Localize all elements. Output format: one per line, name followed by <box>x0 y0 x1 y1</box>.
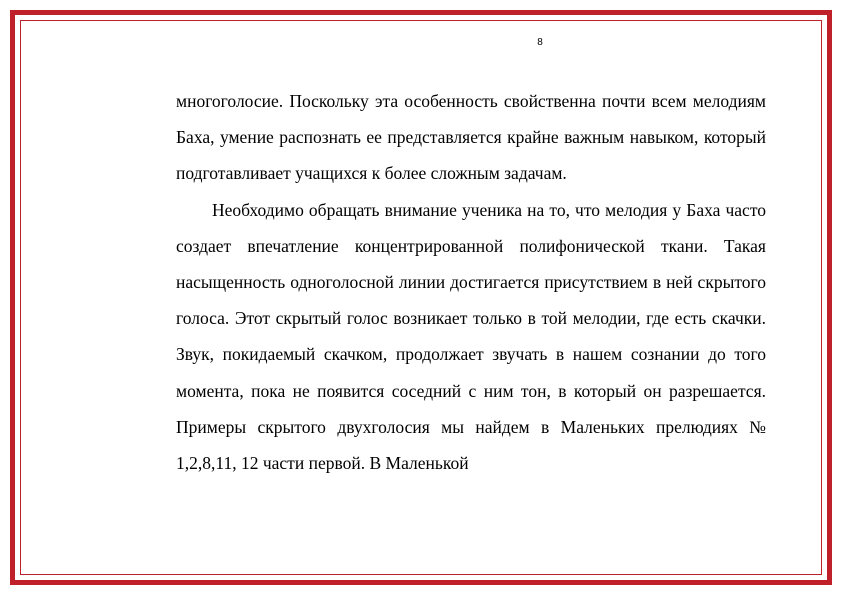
paragraph-2: Необходимо обращать внимание ученика на то, что мелодия у Баха часто создает впечатление концентрированной полифонической ткани. Такая насыщенность одноголосной линии достигается присутствием в ней скрытого голоса. Этот скрытый голос возникает только в той мелодии, где есть скачки. Звук, покидаемый скачком, продолжает звучать в нашем сознании до того момента, пока не появится соседний с ним тон, в который он разрешается. Примеры скрытого двухголосия мы найдем в Маленьких прелюдиях № 1,2,8,11, 12 части первой. В Маленькой <box>176 199 766 474</box>
body-text <box>176 83 766 481</box>
page-number: 8 <box>537 37 543 48</box>
paragraph-1: многоголосие. Поскольку эта особенность свойственна почти всем мелодиям Баха, умение распознать ее представляется крайне важным навыком, который подготавливает учащихся к более сложным задачам. <box>176 91 766 184</box>
